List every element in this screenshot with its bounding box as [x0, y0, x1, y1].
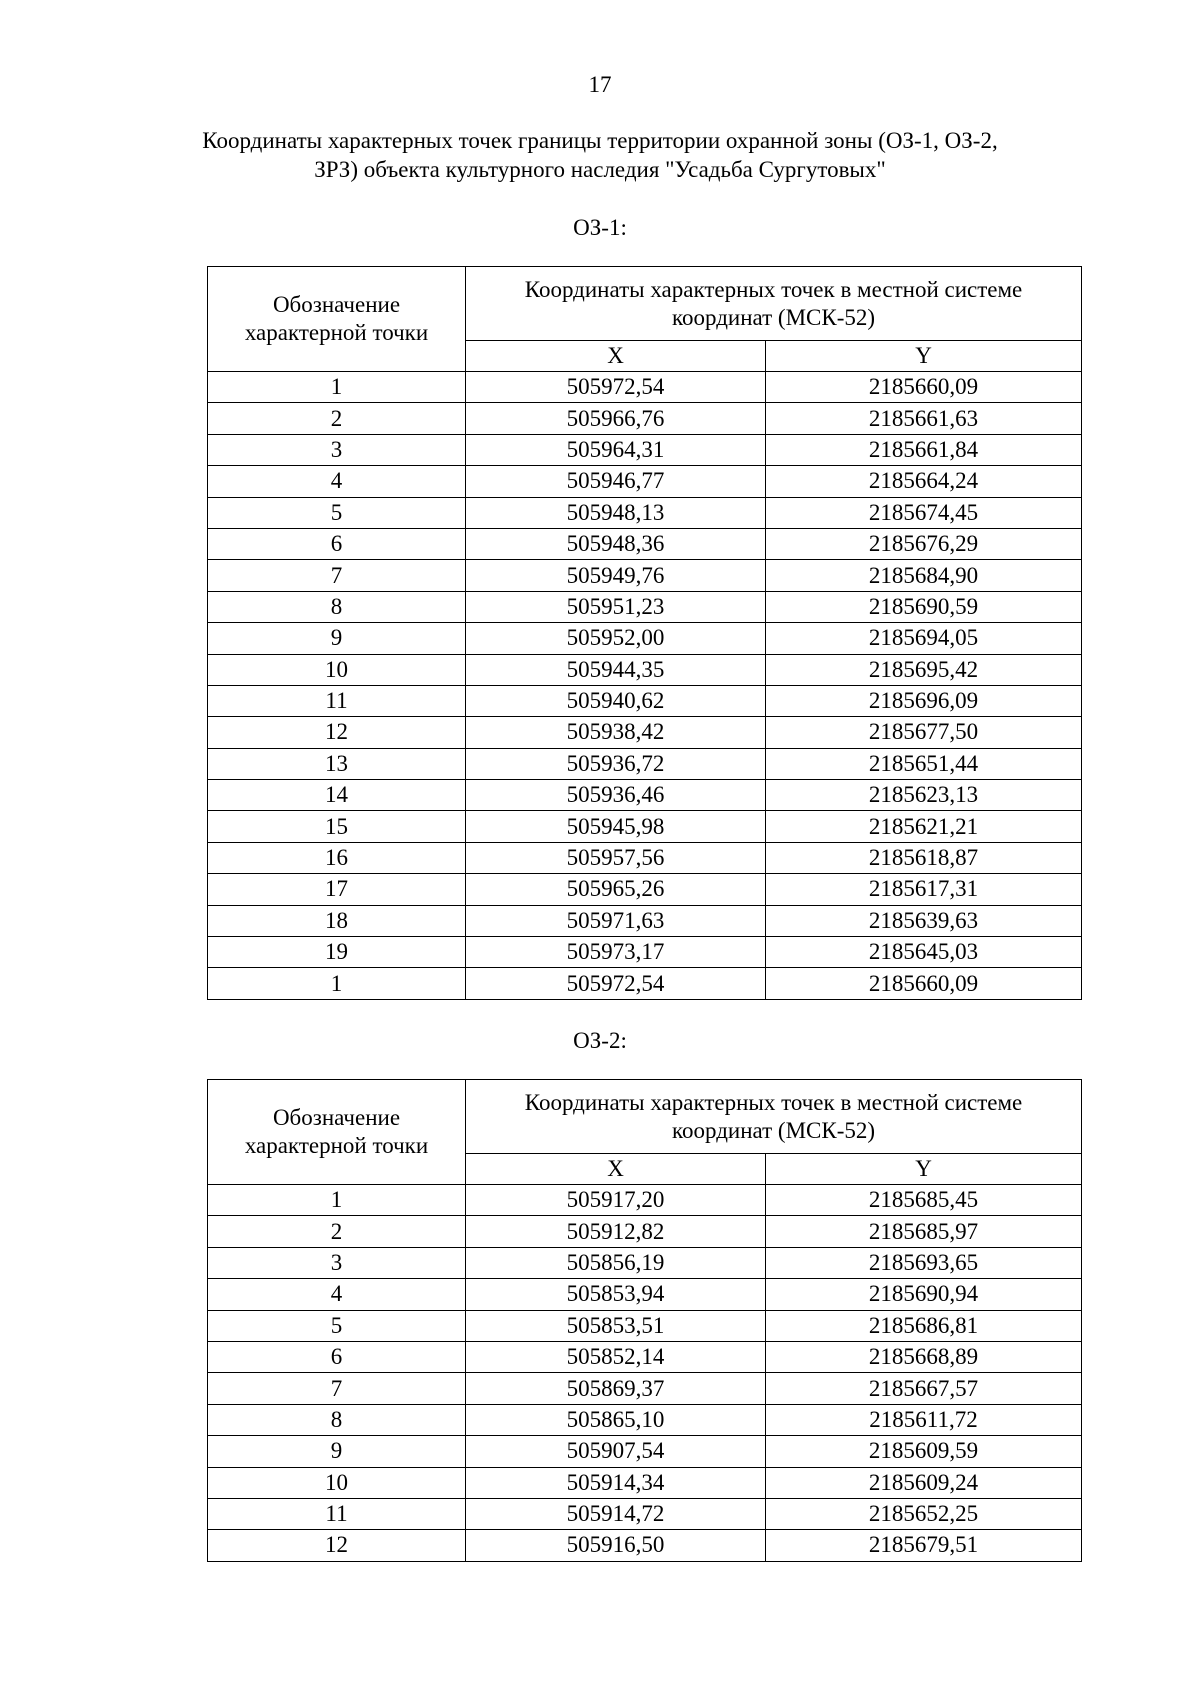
table-row	[208, 1247, 1082, 1278]
table-row	[208, 560, 1082, 591]
cell-y: 2185611,72	[766, 1404, 1082, 1435]
table-row	[208, 654, 1082, 685]
document-title	[150, 126, 1050, 184]
cell-y: 2185686,81	[766, 1310, 1082, 1341]
page-number: 17	[588, 72, 612, 97]
table-row	[208, 1373, 1082, 1404]
header-coordinates: Координаты характерных точек в местной системе координат (МСК-52)	[466, 267, 1082, 341]
cell-point: 18	[208, 905, 466, 936]
cell-y: 2185695,42	[766, 654, 1082, 685]
header-point-designation: Обозначение характерной точки	[208, 267, 466, 372]
cell-point: 7	[208, 1373, 466, 1404]
table-row	[208, 937, 1082, 968]
table-body	[208, 1185, 1082, 1562]
cell-point: 16	[208, 842, 466, 873]
table-row	[208, 685, 1082, 716]
cell-y: 2185609,24	[766, 1467, 1082, 1498]
cell-point: 2	[208, 403, 466, 434]
cell-point: 1	[208, 968, 466, 999]
cell-y: 2185667,57	[766, 1373, 1082, 1404]
section-label-oz1: ОЗ-1:	[573, 215, 627, 240]
table-row	[208, 1404, 1082, 1435]
cell-y: 2185685,97	[766, 1216, 1082, 1247]
cell-y: 2185618,87	[766, 842, 1082, 873]
cell-point: 3	[208, 1247, 466, 1278]
cell-point: 4	[208, 1279, 466, 1310]
cell-y: 2185668,89	[766, 1341, 1082, 1372]
table-row	[208, 1310, 1082, 1341]
cell-y: 2185621,21	[766, 811, 1082, 842]
cell-point: 11	[208, 1498, 466, 1529]
title-line-1: Координаты характерных точек границы территории охранной зоны (ОЗ-1, ОЗ-2,	[202, 128, 998, 153]
table-row	[208, 497, 1082, 528]
cell-point: 8	[208, 591, 466, 622]
cell-x: 505916,50	[466, 1530, 766, 1561]
cell-x: 505944,35	[466, 654, 766, 685]
table-body	[208, 372, 1082, 1000]
cell-point: 11	[208, 685, 466, 716]
table-row	[208, 372, 1082, 403]
cell-y: 2185639,63	[766, 905, 1082, 936]
header-y: Y	[766, 1154, 1082, 1185]
cell-x: 505949,76	[466, 560, 766, 591]
cell-point: 1	[208, 1185, 466, 1216]
cell-y: 2185676,29	[766, 528, 1082, 559]
table-row	[208, 905, 1082, 936]
coordinates-table-oz1	[207, 266, 1082, 1000]
title-line-2: ЗРЗ) объекта культурного наследия "Усадьба Сургутовых"	[314, 157, 886, 182]
table-row	[208, 1436, 1082, 1467]
table-row	[208, 780, 1082, 811]
table-row	[208, 528, 1082, 559]
cell-x: 505972,54	[466, 968, 766, 999]
cell-y: 2185690,59	[766, 591, 1082, 622]
cell-x: 505948,13	[466, 497, 766, 528]
cell-y: 2185623,13	[766, 780, 1082, 811]
cell-y: 2185609,59	[766, 1436, 1082, 1467]
cell-point: 12	[208, 717, 466, 748]
cell-x: 505914,72	[466, 1498, 766, 1529]
cell-point: 10	[208, 1467, 466, 1498]
cell-point: 4	[208, 466, 466, 497]
table-row	[208, 623, 1082, 654]
cell-y: 2185690,94	[766, 1279, 1082, 1310]
cell-point: 14	[208, 780, 466, 811]
table-row	[208, 434, 1082, 465]
cell-x: 505965,26	[466, 874, 766, 905]
header-point-designation: Обозначение характерной точки	[208, 1080, 466, 1185]
cell-x: 505907,54	[466, 1436, 766, 1467]
cell-y: 2185645,03	[766, 937, 1082, 968]
cell-x: 505971,63	[466, 905, 766, 936]
cell-y: 2185651,44	[766, 748, 1082, 779]
header-coordinates: Координаты характерных точек в местной системе координат (МСК-52)	[466, 1080, 1082, 1154]
cell-x: 505853,94	[466, 1279, 766, 1310]
cell-x: 505973,17	[466, 937, 766, 968]
cell-point: 5	[208, 1310, 466, 1341]
cell-x: 505936,72	[466, 748, 766, 779]
header-x: X	[466, 341, 766, 372]
cell-x: 505853,51	[466, 1310, 766, 1341]
header-y: Y	[766, 341, 1082, 372]
cell-x: 505952,00	[466, 623, 766, 654]
cell-x: 505945,98	[466, 811, 766, 842]
table-row	[208, 1498, 1082, 1529]
header-x: X	[466, 1154, 766, 1185]
cell-y: 2185652,25	[766, 1498, 1082, 1529]
cell-y: 2185660,09	[766, 372, 1082, 403]
cell-point: 9	[208, 623, 466, 654]
table-row	[208, 1341, 1082, 1372]
table-row	[208, 842, 1082, 873]
cell-point: 12	[208, 1530, 466, 1561]
table-row	[208, 874, 1082, 905]
cell-y: 2185661,63	[766, 403, 1082, 434]
cell-point: 2	[208, 1216, 466, 1247]
cell-x: 505865,10	[466, 1404, 766, 1435]
table-row	[208, 748, 1082, 779]
cell-y: 2185679,51	[766, 1530, 1082, 1561]
cell-point: 6	[208, 528, 466, 559]
cell-point: 3	[208, 434, 466, 465]
table-row	[208, 403, 1082, 434]
cell-x: 505964,31	[466, 434, 766, 465]
cell-point: 1	[208, 372, 466, 403]
cell-x: 505957,56	[466, 842, 766, 873]
cell-y: 2185694,05	[766, 623, 1082, 654]
table-row	[208, 968, 1082, 999]
cell-y: 2185664,24	[766, 466, 1082, 497]
cell-x: 505936,46	[466, 780, 766, 811]
table-row	[208, 1279, 1082, 1310]
cell-y: 2185696,09	[766, 685, 1082, 716]
cell-y: 2185684,90	[766, 560, 1082, 591]
cell-y: 2185617,31	[766, 874, 1082, 905]
cell-point: 17	[208, 874, 466, 905]
cell-y: 2185677,50	[766, 717, 1082, 748]
cell-point: 6	[208, 1341, 466, 1372]
cell-x: 505852,14	[466, 1341, 766, 1372]
cell-point: 7	[208, 560, 466, 591]
cell-x: 505972,54	[466, 372, 766, 403]
cell-x: 505948,36	[466, 528, 766, 559]
table-row	[208, 591, 1082, 622]
cell-x: 505912,82	[466, 1216, 766, 1247]
cell-y: 2185674,45	[766, 497, 1082, 528]
cell-y: 2185661,84	[766, 434, 1082, 465]
table-row	[208, 811, 1082, 842]
table-row	[208, 1185, 1082, 1216]
table-row	[208, 1467, 1082, 1498]
cell-point: 5	[208, 497, 466, 528]
cell-point: 9	[208, 1436, 466, 1467]
cell-y: 2185693,65	[766, 1247, 1082, 1278]
cell-point: 15	[208, 811, 466, 842]
table-row	[208, 466, 1082, 497]
cell-x: 505869,37	[466, 1373, 766, 1404]
cell-point: 19	[208, 937, 466, 968]
cell-y: 2185660,09	[766, 968, 1082, 999]
cell-x: 505940,62	[466, 685, 766, 716]
cell-x: 505917,20	[466, 1185, 766, 1216]
cell-y: 2185685,45	[766, 1185, 1082, 1216]
coordinates-table-oz2	[207, 1079, 1082, 1562]
cell-x: 505966,76	[466, 403, 766, 434]
cell-point: 8	[208, 1404, 466, 1435]
cell-x: 505951,23	[466, 591, 766, 622]
cell-x: 505914,34	[466, 1467, 766, 1498]
cell-point: 13	[208, 748, 466, 779]
cell-x: 505946,77	[466, 466, 766, 497]
table-row	[208, 1216, 1082, 1247]
cell-x: 505856,19	[466, 1247, 766, 1278]
section-label-oz2: ОЗ-2:	[573, 1028, 627, 1053]
cell-x: 505938,42	[466, 717, 766, 748]
cell-point: 10	[208, 654, 466, 685]
table-row	[208, 717, 1082, 748]
table-row	[208, 1530, 1082, 1561]
